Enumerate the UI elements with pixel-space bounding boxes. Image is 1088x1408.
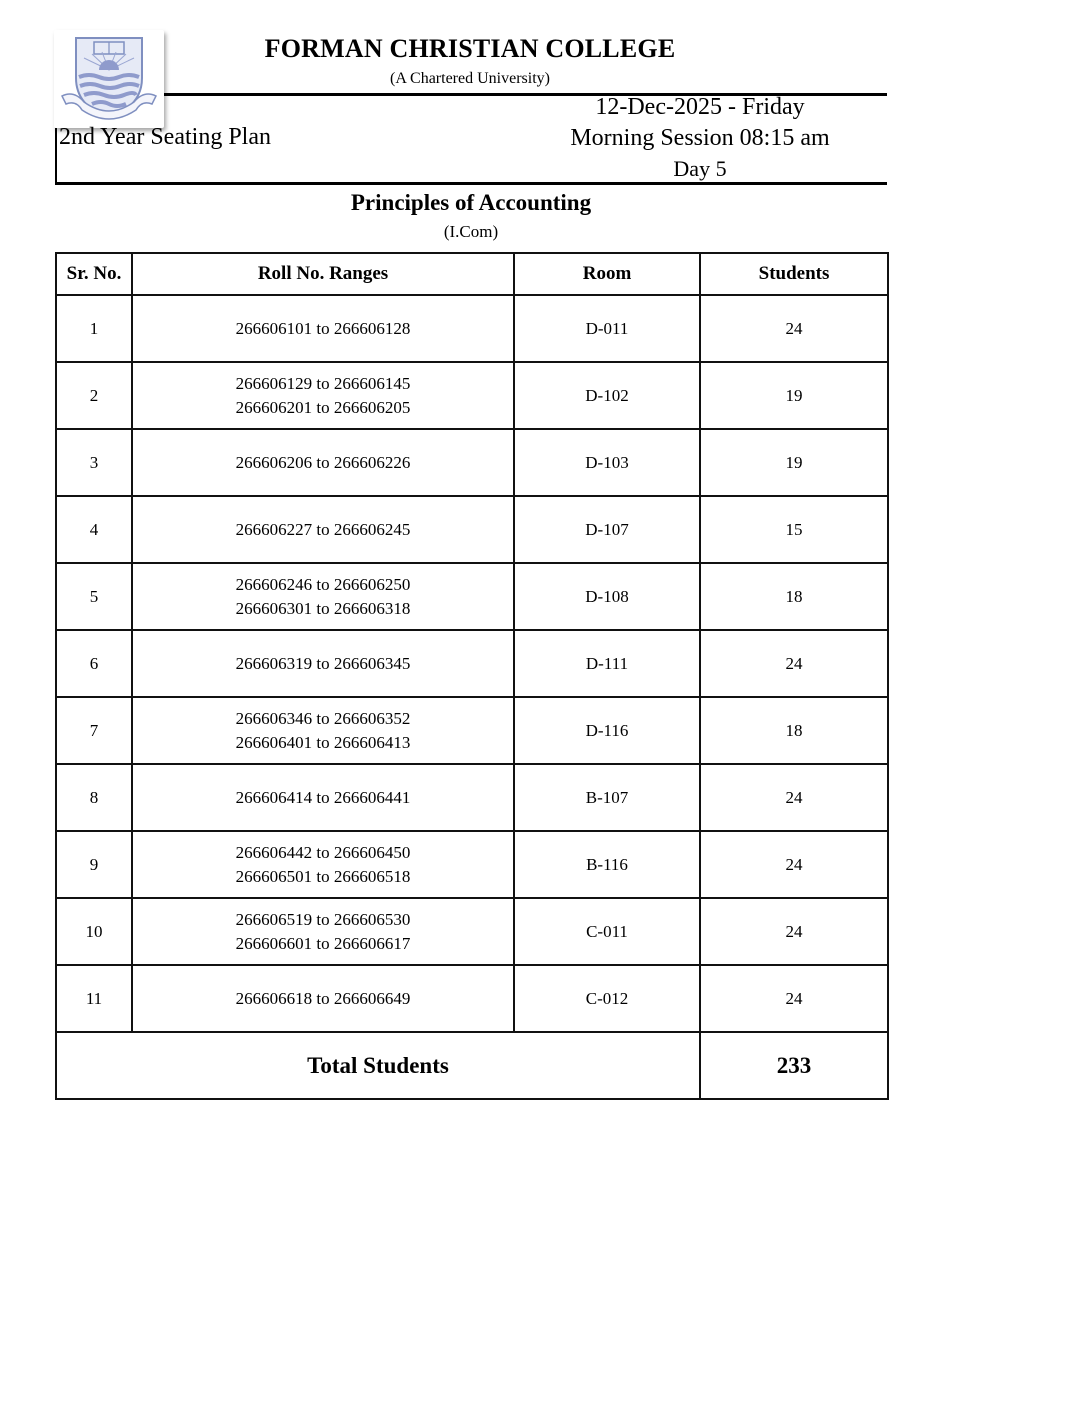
roll-ranges-cell	[132, 831, 514, 898]
students-cell: 18	[700, 563, 888, 630]
roll-range: 266606101 to 266606128	[235, 318, 411, 338]
roll-ranges-cell	[132, 898, 514, 965]
room-cell: C-011	[514, 898, 700, 965]
roll-ranges-cell	[132, 429, 514, 496]
sr-no-cell: 7	[56, 697, 132, 764]
sr-no-cell: 1	[56, 295, 132, 362]
table-row	[56, 831, 888, 898]
students-cell: 19	[700, 429, 888, 496]
room-cell: D-103	[514, 429, 700, 496]
total-label: Total Students	[56, 1032, 700, 1099]
header-room: Room	[514, 253, 700, 295]
roll-range: 266606301 to 266606318	[235, 598, 411, 618]
table-row	[56, 764, 888, 831]
sr-no-cell: 9	[56, 831, 132, 898]
seating-table	[55, 252, 889, 1100]
roll-range: 266606346 to 266606352	[235, 708, 411, 728]
roll-range: 266606201 to 266606205	[235, 397, 411, 417]
room-cell: D-011	[514, 295, 700, 362]
table-row	[56, 295, 888, 362]
roll-range: 266606129 to 266606145	[235, 373, 411, 393]
plan-title: 2nd Year Seating Plan	[59, 124, 271, 150]
roll-range: 266606246 to 266606250	[235, 574, 411, 594]
sr-no-cell: 4	[56, 496, 132, 563]
students-cell: 15	[700, 496, 888, 563]
exam-day: Day 5	[673, 156, 727, 181]
header-left-border	[55, 128, 57, 184]
room-cell: D-107	[514, 496, 700, 563]
sr-no-cell: 5	[56, 563, 132, 630]
roll-ranges-cell	[132, 965, 514, 1032]
roll-range: 266606319 to 266606345	[235, 653, 411, 673]
table-row	[56, 362, 888, 429]
table-row	[56, 496, 888, 563]
table-row	[56, 697, 888, 764]
header-students: Students	[700, 253, 888, 295]
table-row	[56, 965, 888, 1032]
header-roll-ranges: Roll No. Ranges	[132, 253, 514, 295]
college-crest-icon	[54, 30, 164, 128]
roll-range: 266606519 to 266606530	[235, 909, 411, 929]
room-cell: D-102	[514, 362, 700, 429]
roll-ranges-cell	[132, 697, 514, 764]
roll-ranges-cell	[132, 563, 514, 630]
header-bottom-divider	[55, 182, 887, 185]
room-cell: B-116	[514, 831, 700, 898]
students-cell: 24	[700, 630, 888, 697]
table-row	[56, 898, 888, 965]
college-subtitle: (A Chartered University)	[390, 70, 550, 87]
table-header-row	[56, 253, 888, 295]
exam-session: Morning Session 08:15 am	[570, 125, 830, 151]
roll-ranges-cell	[132, 295, 514, 362]
table-row	[56, 429, 888, 496]
roll-range: 266606601 to 266606617	[235, 933, 411, 953]
students-cell: 24	[700, 965, 888, 1032]
roll-ranges-cell	[132, 764, 514, 831]
roll-ranges-cell	[132, 362, 514, 429]
roll-range: 266606206 to 266606226	[235, 452, 411, 472]
students-cell: 24	[700, 295, 888, 362]
total-row	[56, 1032, 888, 1099]
sr-no-cell: 10	[56, 898, 132, 965]
program-name: (I.Com)	[443, 222, 499, 241]
total-value: 233	[700, 1032, 888, 1099]
students-cell: 24	[700, 831, 888, 898]
exam-date: 12-Dec-2025 - Friday	[595, 94, 805, 120]
roll-range: 266606227 to 266606245	[235, 519, 411, 539]
roll-range: 266606442 to 266606450	[235, 842, 411, 862]
roll-range: 266606501 to 266606518	[235, 866, 411, 886]
table-row	[56, 563, 888, 630]
roll-range: 266606414 to 266606441	[235, 787, 411, 807]
room-cell: B-107	[514, 764, 700, 831]
room-cell: C-012	[514, 965, 700, 1032]
sr-no-cell: 3	[56, 429, 132, 496]
sr-no-cell: 2	[56, 362, 132, 429]
college-name: FORMAN CHRISTIAN COLLEGE	[264, 34, 676, 63]
students-cell: 18	[700, 697, 888, 764]
subject-title: Principles of Accounting	[350, 190, 592, 215]
students-cell: 24	[700, 764, 888, 831]
roll-range: 266606618 to 266606649	[235, 988, 411, 1008]
students-cell: 19	[700, 362, 888, 429]
room-cell: D-111	[514, 630, 700, 697]
table-row	[56, 630, 888, 697]
roll-range: 266606401 to 266606413	[235, 732, 411, 752]
sr-no-cell: 11	[56, 965, 132, 1032]
students-cell: 24	[700, 898, 888, 965]
sr-no-cell: 6	[56, 630, 132, 697]
roll-ranges-cell	[132, 496, 514, 563]
sr-no-cell: 8	[56, 764, 132, 831]
room-cell: D-116	[514, 697, 700, 764]
room-cell: D-108	[514, 563, 700, 630]
header-sr-no: Sr. No.	[56, 253, 132, 295]
roll-ranges-cell	[132, 630, 514, 697]
